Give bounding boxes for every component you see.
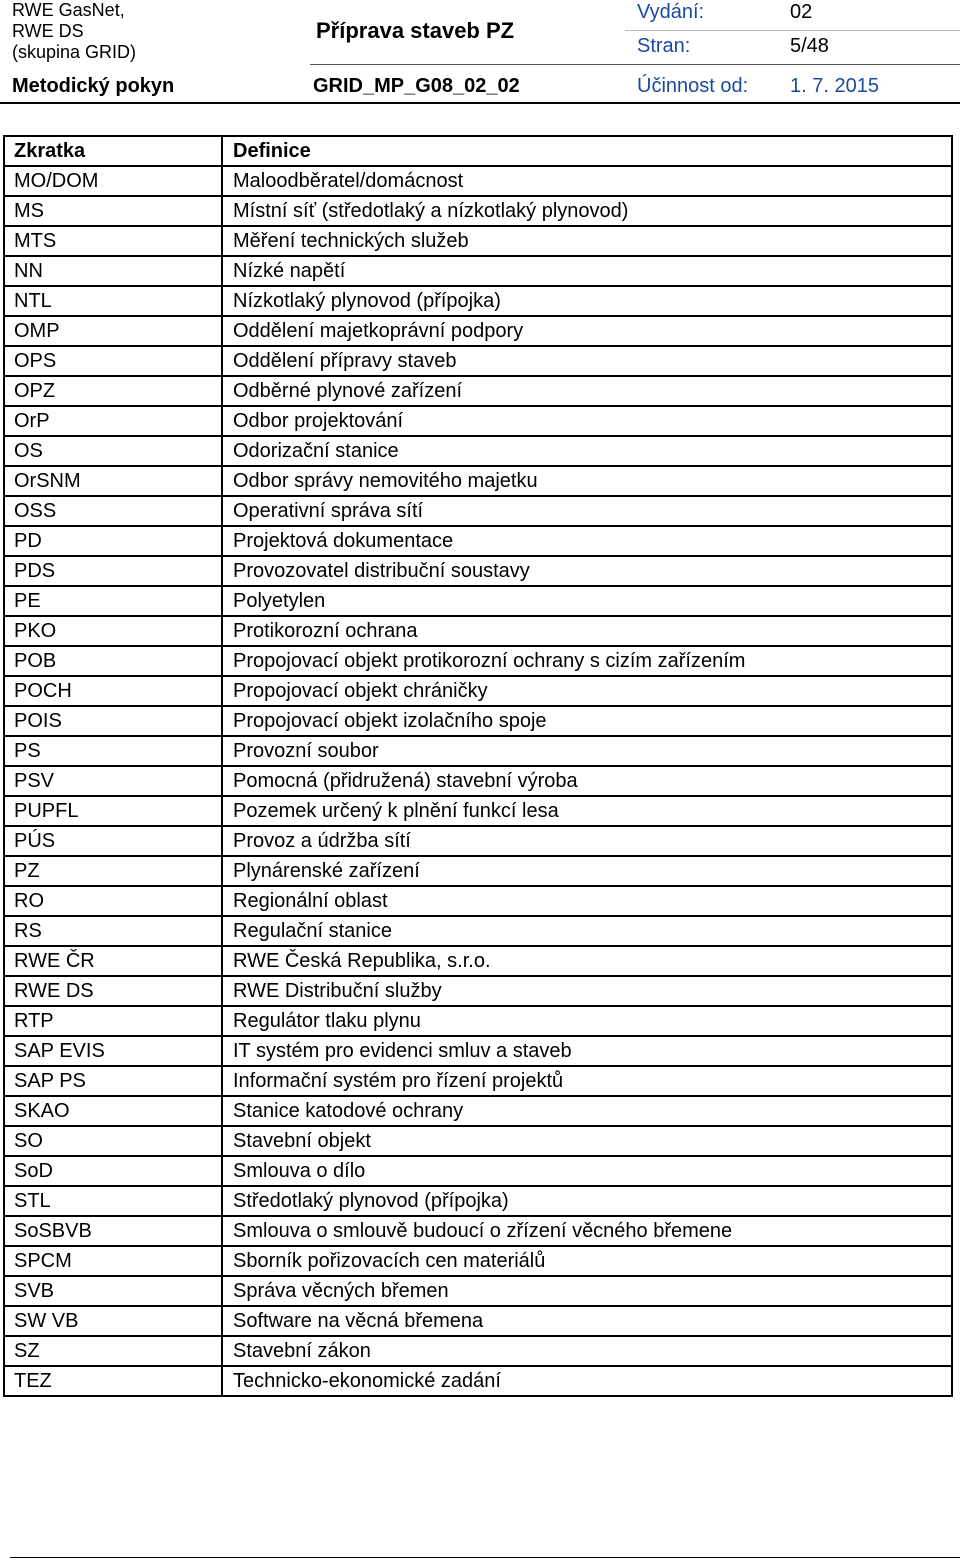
abbreviation-cell: TEZ — [4, 1366, 222, 1396]
abbreviation-cell: PZ — [4, 856, 222, 886]
abbreviation-cell: SVB — [4, 1276, 222, 1306]
abbreviation-cell: OS — [4, 436, 222, 466]
definition-cell: Software na věcná břemena — [222, 1306, 952, 1336]
table-row — [4, 1216, 952, 1246]
vydani-label: Vydání: — [637, 1, 705, 23]
table-row — [4, 466, 952, 496]
ucinnost-value: 1. 7. 2015 — [790, 75, 879, 97]
abbreviation-cell: PÚS — [4, 826, 222, 856]
definition-cell: Operativní správa sítí — [222, 496, 952, 526]
definition-cell: Smlouva o dílo — [222, 1156, 952, 1186]
abbreviation-cell: MO/DOM — [4, 166, 222, 196]
definition-cell: Oddělení majetkoprávní podpory — [222, 316, 952, 346]
table-row — [4, 1276, 952, 1306]
table-row — [4, 166, 952, 196]
definition-cell: Oddělení přípravy staveb — [222, 346, 952, 376]
company-line-1: RWE GasNet, — [12, 0, 125, 20]
definition-cell: Smlouva o smlouvě budoucí o zřízení věcného břemene — [222, 1216, 952, 1246]
table-row — [4, 1126, 952, 1156]
abbreviation-cell: MTS — [4, 226, 222, 256]
table-row — [4, 1366, 952, 1396]
doc-type: Metodický pokyn — [12, 75, 175, 97]
vydani-value: 02 — [790, 1, 813, 23]
abbreviation-cell: STL — [4, 1186, 222, 1216]
table-row — [4, 226, 952, 256]
definition-cell: Pomocná (přidružená) stavební výroba — [222, 766, 952, 796]
table-row — [4, 856, 952, 886]
document-title: Příprava staveb PZ — [316, 18, 515, 43]
abbreviation-cell: SZ — [4, 1336, 222, 1366]
definition-cell: Místní síť (středotlaký a nízkotlaký plynovod) — [222, 196, 952, 226]
definition-cell: Regulační stanice — [222, 916, 952, 946]
definition-cell: Stanice katodové ochrany — [222, 1096, 952, 1126]
abbreviation-cell: SW VB — [4, 1306, 222, 1336]
table-row — [4, 1156, 952, 1186]
abbreviation-cell: RO — [4, 886, 222, 916]
definition-cell: Propojovací objekt protikorozní ochrany s cizím zařízením — [222, 646, 952, 676]
table-row — [4, 256, 952, 286]
definition-cell: Odběrné plynové zařízení — [222, 376, 952, 406]
company-line-3: (skupina GRID) — [12, 42, 137, 62]
abbreviation-cell: PE — [4, 586, 222, 616]
table-row — [4, 646, 952, 676]
abbreviation-cell: OPZ — [4, 376, 222, 406]
definition-cell: Nízkotlaký plynovod (přípojka) — [222, 286, 952, 316]
abbreviation-cell: POB — [4, 646, 222, 676]
table-row — [4, 916, 952, 946]
table-row — [4, 706, 952, 736]
abbreviation-cell: PKO — [4, 616, 222, 646]
column-header-definition: Definice — [222, 136, 952, 166]
table-row — [4, 1036, 952, 1066]
definition-cell: Protikorozní ochrana — [222, 616, 952, 646]
table-row — [4, 1336, 952, 1366]
definition-cell: Propojovací objekt chráničky — [222, 676, 952, 706]
table-row — [4, 1096, 952, 1126]
document-header — [0, 0, 960, 104]
table-row — [4, 676, 952, 706]
abbreviation-cell: SPCM — [4, 1246, 222, 1276]
table-row — [4, 826, 952, 856]
column-header-abbreviation: Zkratka — [4, 136, 222, 166]
definition-cell: Středotlaký plynovod (přípojka) — [222, 1186, 952, 1216]
definition-cell: Stavební zákon — [222, 1336, 952, 1366]
abbreviation-cell: PD — [4, 526, 222, 556]
company-line-2: RWE DS — [12, 21, 84, 41]
abbreviation-cell: PUPFL — [4, 796, 222, 826]
table-row — [4, 1246, 952, 1276]
definition-cell: Provozovatel distribuční soustavy — [222, 556, 952, 586]
table-row — [4, 736, 952, 766]
table-row — [4, 1306, 952, 1336]
definition-cell: Plynárenské zařízení — [222, 856, 952, 886]
abbreviation-cell: SAP EVIS — [4, 1036, 222, 1066]
table-row — [4, 766, 952, 796]
abbreviation-cell: OSS — [4, 496, 222, 526]
abbreviation-cell: SKAO — [4, 1096, 222, 1126]
definition-cell: Odbor správy nemovitého majetku — [222, 466, 952, 496]
abbreviation-cell: OPS — [4, 346, 222, 376]
abbreviation-cell: SAP PS — [4, 1066, 222, 1096]
table-row — [4, 976, 952, 1006]
definition-cell: Sborník pořizovacích cen materiálů — [222, 1246, 952, 1276]
table-row — [4, 526, 952, 556]
definition-cell: Projektová dokumentace — [222, 526, 952, 556]
definition-cell: IT systém pro evidenci smluv a staveb — [222, 1036, 952, 1066]
table-header-row — [4, 136, 952, 166]
definition-cell: Odbor projektování — [222, 406, 952, 436]
table-row — [4, 1006, 952, 1036]
header-divider — [310, 64, 960, 65]
abbreviation-cell: PDS — [4, 556, 222, 586]
definition-cell: Nízké napětí — [222, 256, 952, 286]
abbreviation-cell: SO — [4, 1126, 222, 1156]
header-divider-top — [625, 30, 960, 31]
abbreviation-cell: OMP — [4, 316, 222, 346]
definition-cell: Stavební objekt — [222, 1126, 952, 1156]
abbreviation-cell: POCH — [4, 676, 222, 706]
abbreviation-cell: MS — [4, 196, 222, 226]
abbreviations-table — [3, 135, 953, 1397]
abbreviation-cell: OrP — [4, 406, 222, 436]
definition-cell: Polyetylen — [222, 586, 952, 616]
definition-cell: RWE Česká Republika, s.r.o. — [222, 946, 952, 976]
definition-cell: Regionální oblast — [222, 886, 952, 916]
table-row — [4, 436, 952, 466]
abbreviation-cell: RS — [4, 916, 222, 946]
table-row — [4, 796, 952, 826]
abbreviation-cell: OrSNM — [4, 466, 222, 496]
definition-cell: Pozemek určený k plnění funkcí lesa — [222, 796, 952, 826]
table-row — [4, 946, 952, 976]
definition-cell: Měření technických služeb — [222, 226, 952, 256]
abbreviation-cell: NN — [4, 256, 222, 286]
table-row — [4, 496, 952, 526]
ucinnost-label: Účinnost od: — [637, 75, 749, 97]
definition-cell: Technicko-ekonomické zadání — [222, 1366, 952, 1396]
definition-cell: Správa věcných břemen — [222, 1276, 952, 1306]
table-row — [4, 376, 952, 406]
table-row — [4, 286, 952, 316]
stran-label: Stran: — [637, 35, 691, 57]
abbreviation-cell: SoSBVB — [4, 1216, 222, 1246]
table-row — [4, 586, 952, 616]
stran-value: 5/48 — [790, 35, 829, 57]
definition-cell: Odorizační stanice — [222, 436, 952, 466]
table-row — [4, 556, 952, 586]
table-row — [4, 1186, 952, 1216]
abbreviation-cell: RWE DS — [4, 976, 222, 1006]
abbreviation-cell: PS — [4, 736, 222, 766]
abbreviation-cell: POIS — [4, 706, 222, 736]
definition-cell: Provozní soubor — [222, 736, 952, 766]
table-row — [4, 406, 952, 436]
definition-cell: Regulátor tlaku plynu — [222, 1006, 952, 1036]
definition-cell: Provoz a údržba sítí — [222, 826, 952, 856]
table-row — [4, 616, 952, 646]
definition-cell: RWE Distribuční služby — [222, 976, 952, 1006]
definition-cell: Maloodběratel/domácnost — [222, 166, 952, 196]
abbreviation-cell: RTP — [4, 1006, 222, 1036]
table-row — [4, 1066, 952, 1096]
header-bottom-rule — [0, 102, 960, 104]
abbreviation-cell: PSV — [4, 766, 222, 796]
table-row — [4, 346, 952, 376]
definition-cell: Propojovací objekt izolačního spoje — [222, 706, 952, 736]
table-row — [4, 886, 952, 916]
abbreviation-cell: SoD — [4, 1156, 222, 1186]
doc-code: GRID_MP_G08_02_02 — [313, 75, 520, 97]
abbreviation-cell: RWE ČR — [4, 946, 222, 976]
abbreviation-cell: NTL — [4, 286, 222, 316]
footer-rule — [10, 1557, 960, 1558]
definition-cell: Informační systém pro řízení projektů — [222, 1066, 952, 1096]
table-row — [4, 196, 952, 226]
table-row — [4, 316, 952, 346]
